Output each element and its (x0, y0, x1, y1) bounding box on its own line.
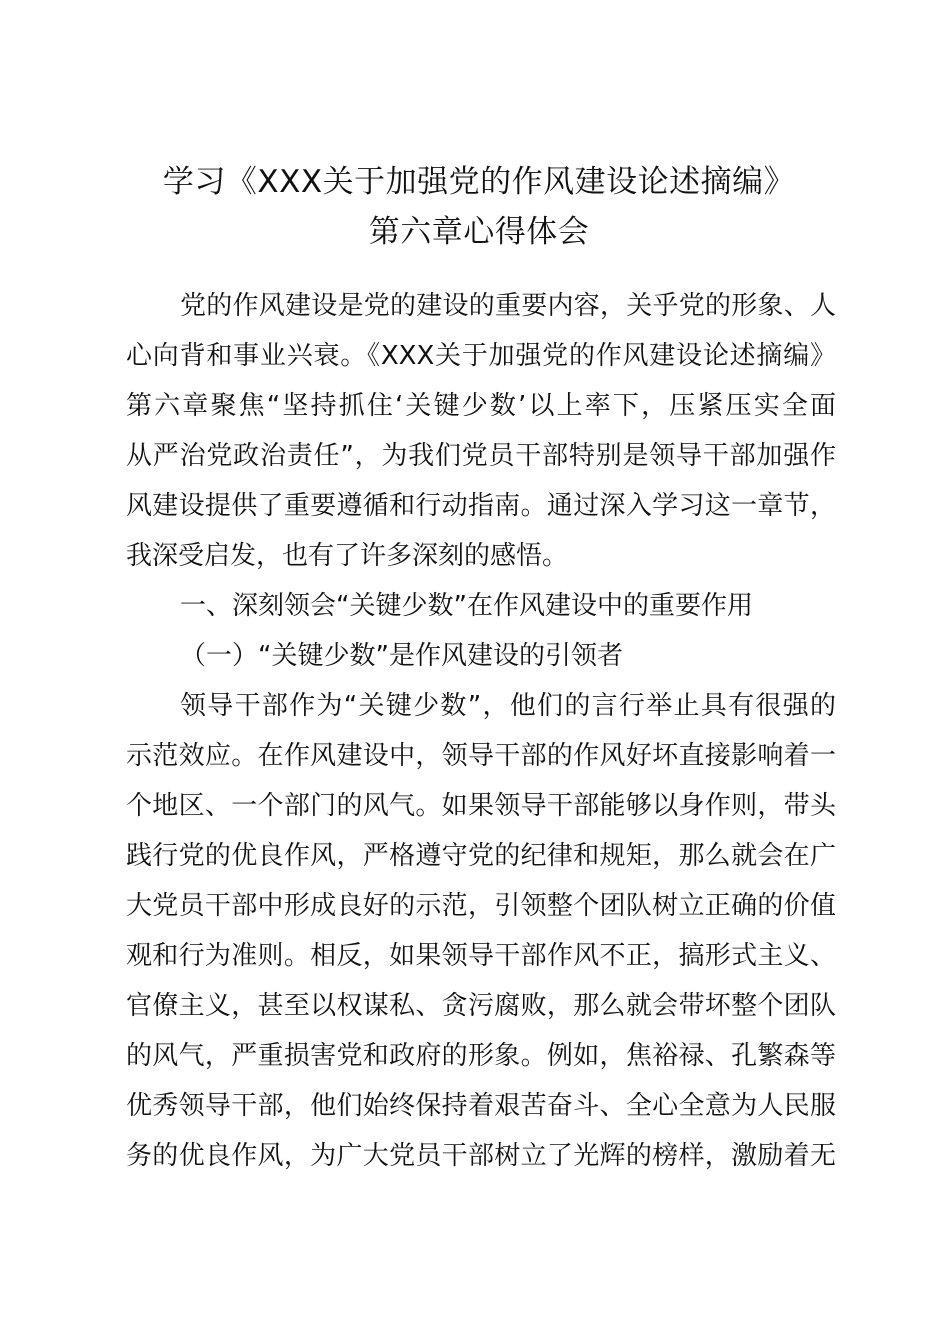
document-title-line-2: 第六章心得体会 (368, 214, 590, 250)
paragraph-line: 个地区、一个部门的风气。如果领导干部能够以身作则，带头 (126, 791, 836, 821)
paragraph-line: 务的优良作风，为广大党员干部树立了光辉的榜样，激励着无 (126, 1141, 836, 1171)
paragraph-line: 大党员干部中形成良好的示范，引领整个团队树立正确的价值 (126, 891, 836, 921)
section-heading: 一、深刻领会“关键少数”在作风建设中的重要作用 (180, 591, 753, 621)
paragraph-line: 优秀领导干部，他们始终保持着艰苦奋斗、全心全意为人民服 (126, 1091, 836, 1121)
paragraph-line: 从严治党政治责任”，为我们党员干部特别是领导干部加强作 (126, 441, 836, 471)
document-title-line-1: 学习《XXX关于加强党的作风建设论述摘编》 (162, 164, 796, 200)
paragraph-line: 领导干部作为“关键少数”，他们的言行举止具有很强的 (180, 691, 836, 721)
paragraph-line: 第六章聚焦“坚持抓住‘关键少数’以上率下，压紧压实全面 (126, 391, 836, 421)
paragraph-line: 示范效应。在作风建设中，领导干部的作风好坏直接影响着一 (126, 741, 836, 771)
paragraph-line: 的风气，严重损害党和政府的形象。例如，焦裕禄、孔繁森等 (126, 1041, 836, 1071)
paragraph-line: 践行党的优良作风，严格遵守党的纪律和规矩，那么就会在广 (126, 841, 836, 871)
paragraph-line: 党的作风建设是党的建设的重要内容，关乎党的形象、人 (180, 291, 836, 321)
paragraph-line: 心向背和事业兴衰。《XXX关于加强党的作风建设论述摘编》 (126, 341, 836, 371)
paragraph-line: 观和行为准则。相反，如果领导干部作风不正，搞形式主义、 (126, 941, 836, 971)
paragraph-line: 我深受启发，也有了许多深刻的感悟。 (126, 541, 569, 571)
subsection-heading: （一）“关键少数”是作风建设的引领者 (180, 641, 623, 671)
paragraph-line: 风建设提供了重要遵循和行动指南。通过深入学习这一章节， (126, 491, 836, 521)
paragraph-line: 官僚主义，甚至以权谋私、贪污腐败，那么就会带坏整个团队 (126, 991, 836, 1021)
